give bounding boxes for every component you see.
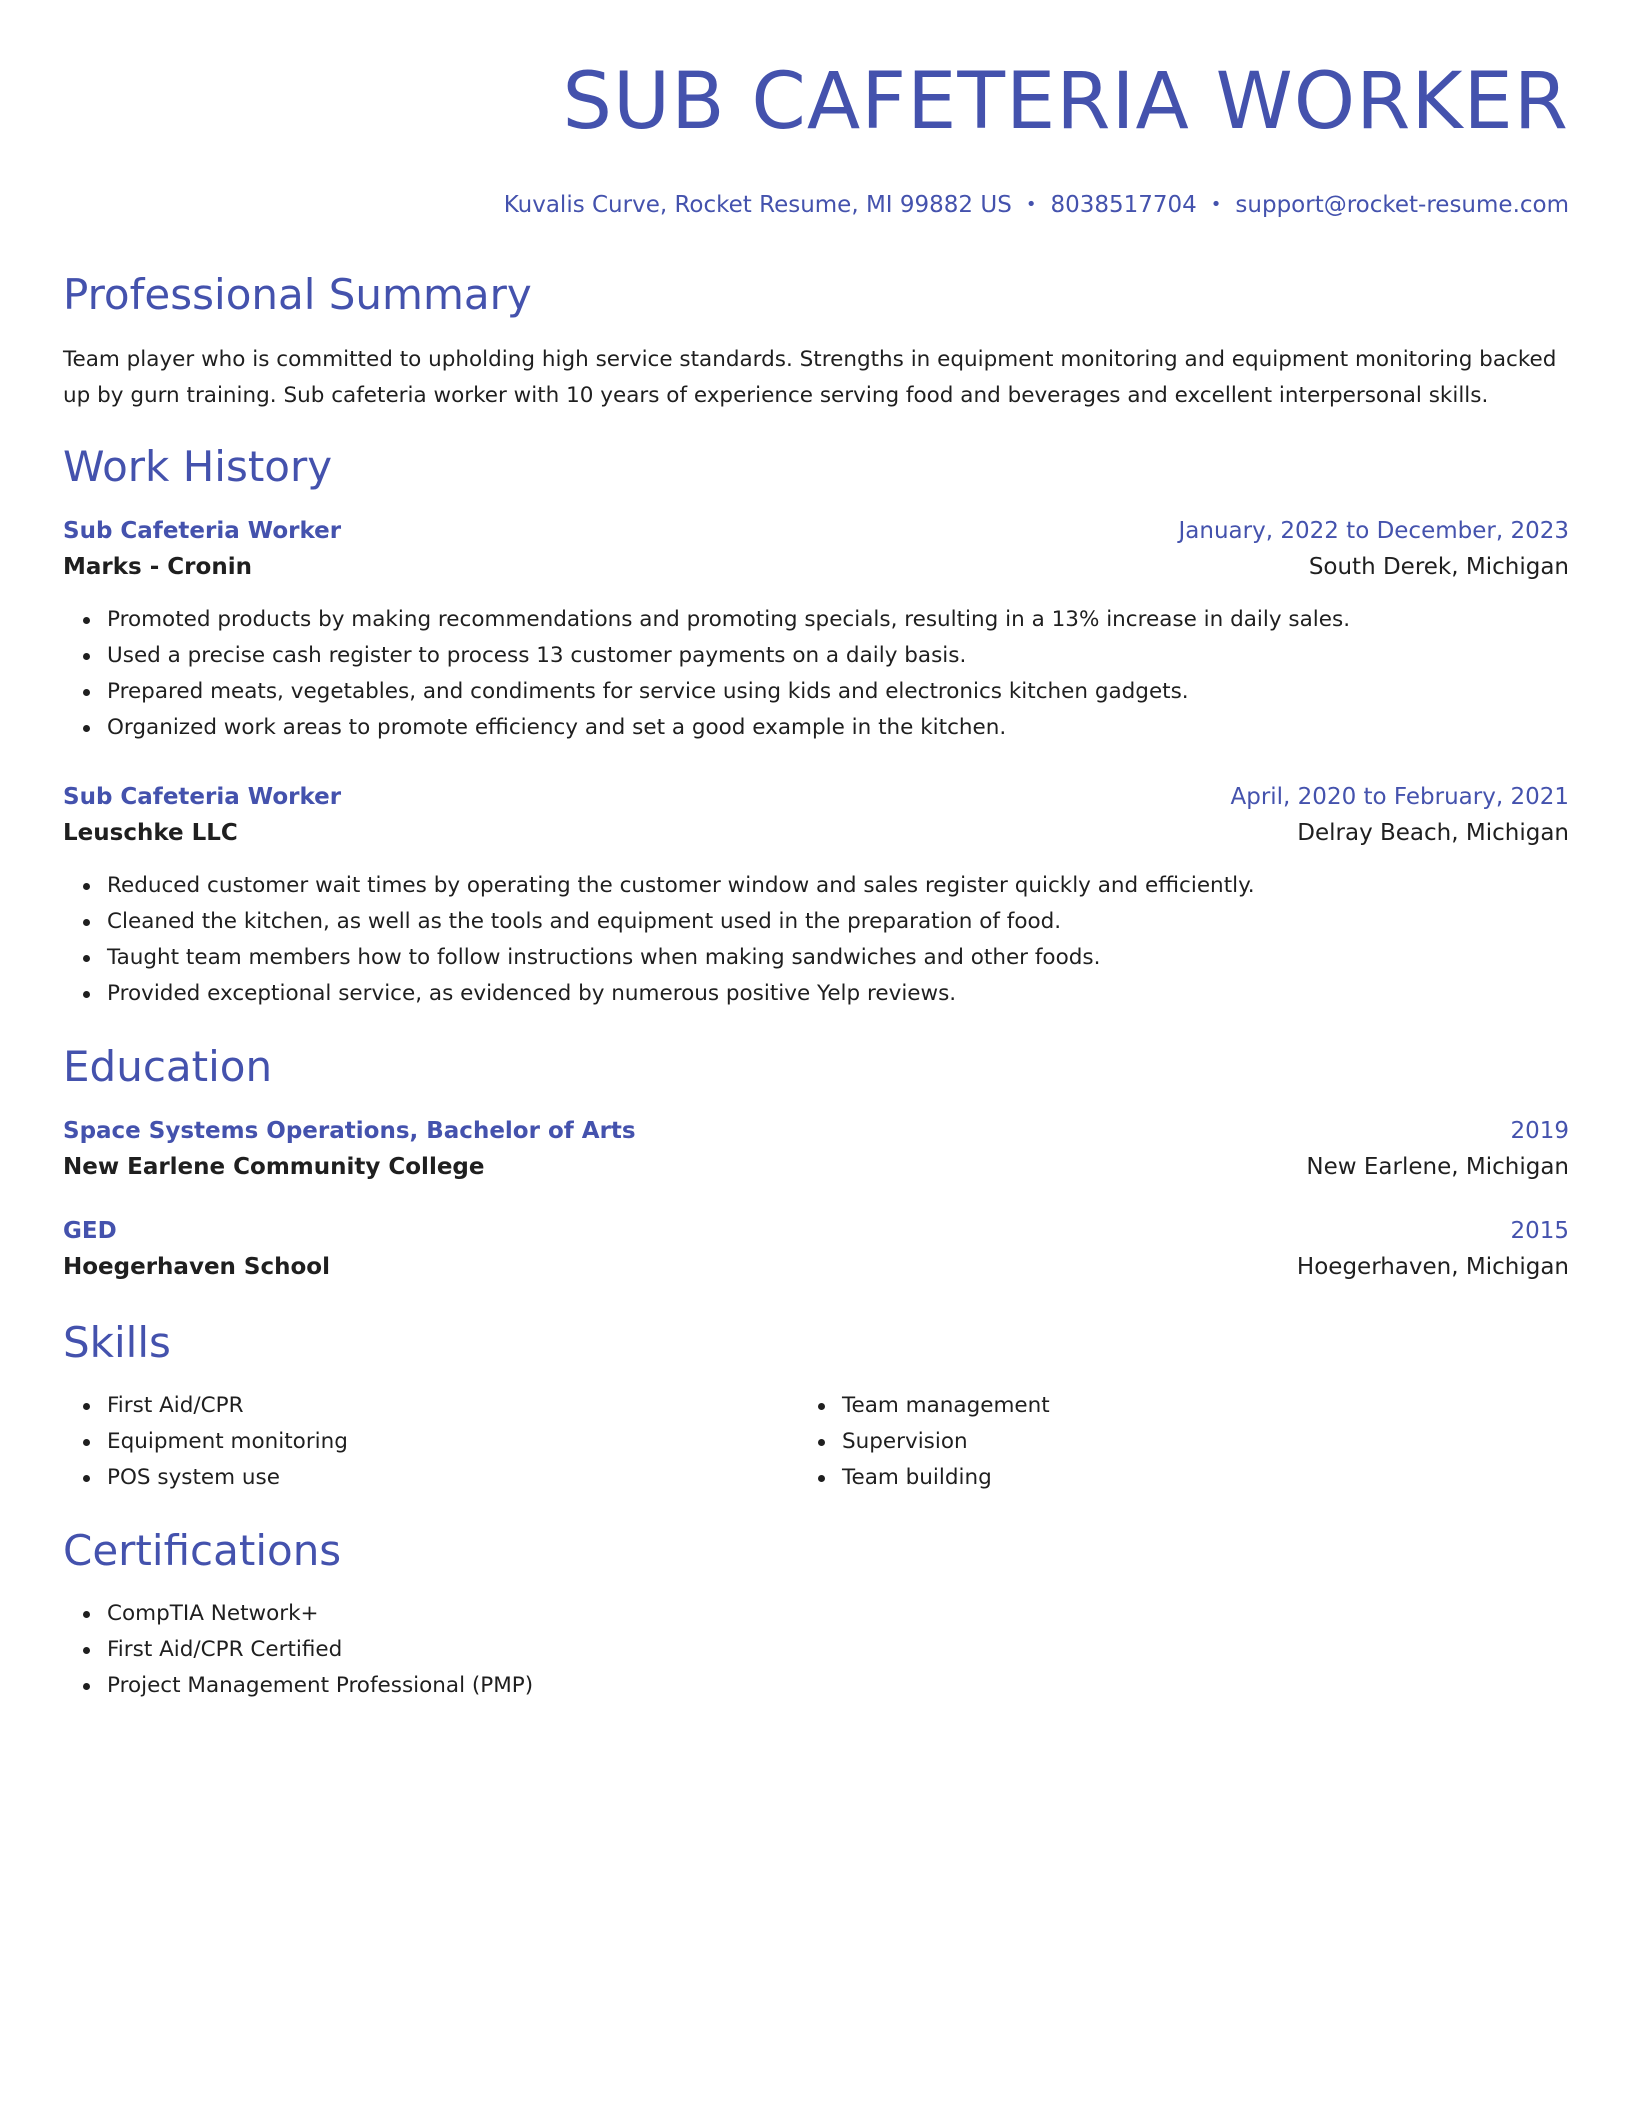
- list-item: First Aid/CPR: [107, 1388, 798, 1424]
- contact-separator: •: [1025, 194, 1037, 215]
- contact-line: [63, 190, 1569, 220]
- skills-list: [63, 1388, 798, 1496]
- list-item: Reduced customer wait times by operating the customer window and sales register quickly and efficiently.: [107, 868, 1569, 904]
- education-degree: Space Systems Operations, Bachelor of Arts: [63, 1118, 636, 1144]
- section-title-certifications: Certifications: [63, 1526, 342, 1575]
- list-item: Equipment monitoring: [107, 1424, 798, 1460]
- education-location: New Earlene, Michigan: [1306, 1154, 1569, 1180]
- skills-section: [63, 1318, 1569, 1496]
- education-entry: [63, 1114, 1569, 1186]
- contact-phone: 8038517704: [1050, 192, 1197, 218]
- education-school: New Earlene Community College: [63, 1154, 485, 1180]
- list-item: Used a precise cash register to process 13 customer payments on a daily basis.: [107, 638, 1569, 674]
- job-company: Marks - Cronin: [63, 554, 252, 580]
- contact-address: Kuvalis Curve, Rocket Resume, MI 99882 US: [503, 192, 1012, 218]
- education-year: 2015: [1510, 1218, 1569, 1244]
- list-item: First Aid/CPR Certified: [107, 1632, 1569, 1668]
- summary-text: Team player who is committed to upholding high service standards. Strengths in equipment monitoring and equipment monitoring backed up by gurn training. Sub cafeteria worker with 10 years of experience serving food and beverages and excellent interpersonal skills.: [63, 347, 1557, 408]
- skills-column-left: [63, 1388, 798, 1496]
- resume-title: SUB CAFETERIA WORKER: [562, 57, 1569, 147]
- education-entry: [63, 1214, 1569, 1286]
- contact-separator: •: [1210, 194, 1222, 215]
- list-item: Taught team members how to follow instructions when making sandwiches and other foods.: [107, 940, 1569, 976]
- list-item: Team building: [842, 1460, 1533, 1496]
- skills-grid: [63, 1388, 1569, 1496]
- list-item: Team management: [842, 1388, 1533, 1424]
- section-title-work-history: Work History: [63, 442, 333, 491]
- list-item: CompTIA Network+: [107, 1596, 1569, 1632]
- job-entry: [63, 780, 1569, 1012]
- list-item: Supervision: [842, 1424, 1533, 1460]
- job-location: South Derek, Michigan: [1308, 554, 1569, 580]
- list-item: Project Management Professional (PMP): [107, 1668, 1569, 1704]
- job-bullets: [63, 602, 1569, 746]
- education-location: Hoegerhaven, Michigan: [1296, 1254, 1569, 1280]
- education-school: Hoegerhaven School: [63, 1254, 330, 1280]
- list-item: POS system use: [107, 1460, 798, 1496]
- job-location: Delray Beach, Michigan: [1297, 820, 1569, 846]
- list-item: Organized work areas to promote efficiency and set a good example in the kitchen.: [107, 710, 1569, 746]
- list-item: Cleaned the kitchen, as well as the tools and equipment used in the preparation of food.: [107, 904, 1569, 940]
- summary-section: [63, 270, 1569, 414]
- skills-column-right: [798, 1388, 1533, 1496]
- contact-email: support@rocket-resume.com: [1235, 192, 1569, 218]
- section-title-summary: Professional Summary: [63, 270, 532, 319]
- section-title-education: Education: [63, 1042, 273, 1091]
- education-year: 2019: [1510, 1118, 1569, 1144]
- certifications-section: [63, 1526, 1569, 1704]
- list-item: Promoted products by making recommendations and promoting specials, resulting in a 13% increase in daily sales.: [107, 602, 1569, 638]
- list-item: Prepared meats, vegetables, and condiments for service using kids and electronics kitchen gadgets.: [107, 674, 1569, 710]
- work-history-section: [63, 442, 1569, 1012]
- job-entry: [63, 514, 1569, 746]
- job-dates: April, 2020 to February, 2021: [1230, 784, 1569, 810]
- job-dates: January, 2022 to December, 2023: [1178, 518, 1569, 544]
- education-section: [63, 1042, 1569, 1286]
- job-role: Sub Cafeteria Worker: [63, 784, 342, 810]
- job-bullets: [63, 868, 1569, 1012]
- list-item: Provided exceptional service, as evidenced by numerous positive Yelp reviews.: [107, 976, 1569, 1012]
- job-role: Sub Cafeteria Worker: [63, 518, 342, 544]
- job-company: Leuschke LLC: [63, 820, 238, 846]
- education-degree: GED: [63, 1218, 117, 1244]
- section-title-skills: Skills: [63, 1318, 171, 1367]
- skills-list: [798, 1388, 1533, 1496]
- certifications-list: [63, 1596, 1569, 1704]
